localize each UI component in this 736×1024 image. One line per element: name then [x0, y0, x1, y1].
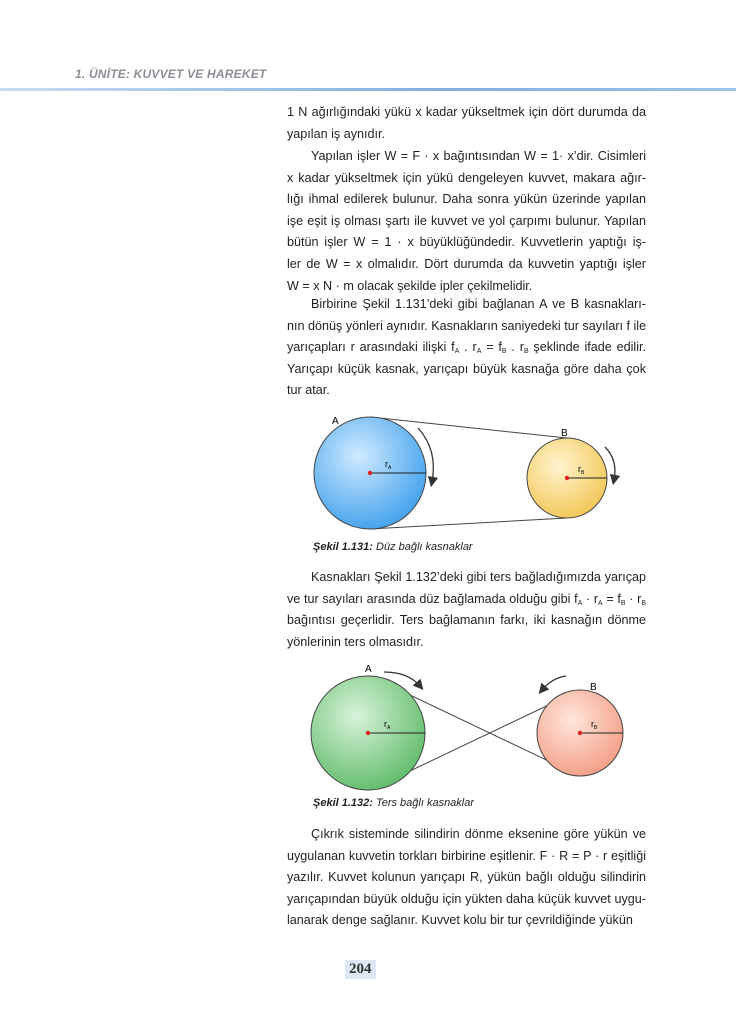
text-line: 1 N ağırlığındaki yükü x kadar yükseltmek için dört durumda da — [287, 105, 646, 119]
text-line: tur atar. — [287, 383, 330, 398]
paragraph-4 — [287, 567, 646, 653]
text-line: Yarıçapı küçük kasnak, yarıçapı büyük kasnağa göre daha çok — [287, 361, 646, 376]
text-line: nın dönüş yönleri aynıdır. Kasnakların saniyedeki tur sayıları f ile — [287, 318, 647, 333]
page-number: 204 — [345, 960, 376, 979]
radius-a: r — [384, 719, 387, 729]
svg-text:rB: $r_B$ — [591, 719, 598, 731]
paragraph-3 — [287, 294, 646, 402]
radius-b: r — [591, 719, 594, 729]
rotation-arrow-b — [542, 676, 566, 690]
svg-text:rA: $r_A$ — [384, 719, 391, 731]
unit-header: 1. ÜNİTE: KUVVET VE HAREKET — [75, 67, 267, 81]
text-line: yarıçapları r arasındaki ilişki $f_A$ . $r_A = f_B$ . $r_B$ şeklinde ifade edilir. — [287, 340, 647, 356]
paragraph-2 — [287, 146, 646, 297]
label-b: B — [590, 682, 597, 693]
label-a: A — [365, 664, 372, 675]
text-line: Birbirine Şekil 1.131’deki gibi bağlanan A ve B kasnakları- — [311, 297, 646, 311]
figure-crossed-pulleys — [300, 660, 640, 795]
text-line: yönlerinin ters olmasıdır. — [287, 634, 424, 649]
radius-a: r — [385, 459, 388, 469]
caption-figure-1132: Şekil 1.132: Ters bağlı kasnaklar — [313, 797, 475, 809]
text-line: W = x N · m olacak şekilde ipler çekilmelidir. — [287, 278, 533, 293]
text-line: lığı ihmal edilerek bulunur. Daha sonra yükün üzerinde yapılan — [287, 192, 646, 207]
paragraph-1 — [287, 102, 646, 145]
svg-text:rB: $r_B$ — [578, 464, 585, 476]
text-line: Kasnakları Şekil 1.132’deki gibi ters bağladığımızda yarıçap — [311, 570, 646, 584]
label-a: A — [332, 416, 339, 427]
label-b: B — [561, 428, 568, 439]
svg-text:rA: $r_A$ — [385, 459, 392, 471]
text-line: Çıkrık sisteminde silindirin dönme eksenine göre yükün ve — [311, 827, 646, 841]
text-line: yapılan iş aynıdır. — [287, 126, 386, 141]
text-line: bağıntısı geçerlidir. Ters bağlamanın farkı, iki kasnağın dönme — [287, 613, 646, 628]
text-line: uygulanan kuvvetin torkları birbirine eşitlenir. F · R = P · r eşitliği — [287, 848, 646, 863]
radius-b: r — [578, 464, 581, 474]
text-line: ler de W = x olmalıdır. Dört durumda da kuvvetin yaptığı işler — [287, 256, 646, 271]
text-line: yazılır. Kuvvet kolunun yarıçapı R, yükün bağlı olduğu silindirin — [287, 870, 646, 885]
text-line: x kadar yükseltmek için yükü dengeleyen kuvvet, makara ağır- — [287, 170, 646, 185]
text-line: işe eşit iş olması şartı ile kuvvet ve yol çarpımı bulunur. Yapılan — [287, 213, 646, 228]
caption-figure-1131: Şekil 1.131: Düz bağlı kasnaklar — [313, 541, 473, 553]
paragraph-5 — [287, 824, 646, 932]
text-line: Yapılan işler W = F · x bağıntısından W = 1· x’dir. Cisimleri — [311, 149, 646, 163]
text-line: ve tur sayıları arasında düz bağlamada olduğu gibi $f_A \cdot r_A = f_B \cdot r_B$ — [287, 591, 646, 607]
text-line: yarıçapından büyük olduğu için yükten daha küçük kuvvet uygu- — [287, 891, 646, 906]
text-line: lanarak denge sağlanır. Kuvvet kolu bir tur çevrildiğinde yükün — [287, 913, 633, 928]
figure-direct-pulleys — [300, 405, 640, 540]
text-line: bütün işler W = 1 · x büyüklüğündedir. Kuvvetlerin yaptığı iş- — [287, 235, 646, 250]
header-rule — [0, 88, 736, 91]
